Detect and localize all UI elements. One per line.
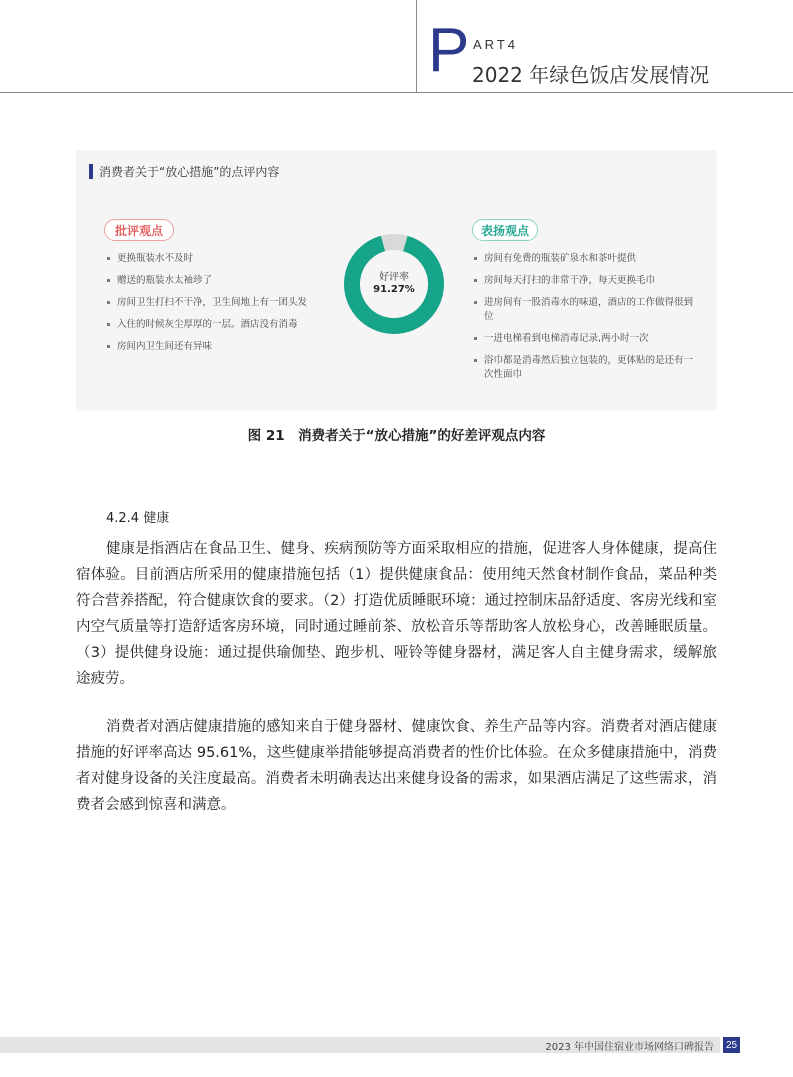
negative-tag: 批评观点 [104, 219, 174, 241]
list-item: 浴巾都是消毒然后独立包装的，更体贴的是还有一次性面巾 [473, 354, 693, 382]
figure-panel [76, 150, 717, 411]
chapter-title: 2022 年绿色饭店发展情况 [472, 63, 710, 87]
body-paragraph: 消费者对酒店健康措施的感知来自于健身器材、健康饮食、养生产品等内容。消费者对酒店健康措施的好评率高达 95.61%，这些健康举措能够提高消费者的性价比体验。在众多健康措施中，消费者对健身设备的关注度最高。消费者未明确表达出来健身设备的需求，如果酒店满足了这些需求，消费者会感到惊喜和满意。 [76, 719, 717, 813]
body-paragraph: 健康是指酒店在食品卫生、健身、疾病预防等方面采取相应的措施，促进客人身体健康，提高住宿体验。目前酒店所采用的健康措施包括（1）提供健康食品：使用纯天然食材制作食品，菜品种类符合营养搭配，符合健康饮食的要求。（2）打造优质睡眠环境：通过控制床品舒适度、客房光线和室内空气质量等打造舒适客房环境，同时通过睡前茶、放松音乐等帮助客人放松身心，改善睡眠质量。（3）提供健身设施：通过提供瑜伽垫、跑步机、哑铃等健身器材，满足客人自主健身需求，缓解旅途疲劳。 [76, 541, 717, 687]
footer-report-title: 2023 年中国住宿业市场网络口碑报告 [545, 1042, 714, 1053]
rating-donut [344, 234, 444, 334]
figure-heading [89, 164, 279, 179]
part-number: ART4 [473, 37, 518, 52]
header-horizontal-divider [0, 92, 793, 93]
negative-list [106, 252, 346, 362]
list-item: 进房间有一股消毒水的味道，酒店的工作做得很到位 [473, 296, 693, 324]
list-item: 赠送的瓶装水太袖珍了 [106, 274, 346, 288]
list-item: 入住的时候灰尘厚厚的一层。酒店没有消毒 [106, 318, 346, 332]
list-item: 更换瓶装水不及时 [106, 252, 346, 266]
positive-tag: 表扬观点 [472, 219, 538, 241]
positive-list [473, 252, 693, 390]
donut-value: 91.27% [373, 284, 415, 295]
list-item: 房间内卫生间还有异味 [106, 340, 346, 354]
heading-accent-bar [89, 164, 93, 179]
part-letter: P [428, 16, 470, 85]
figure-caption: 图 21 消费者关于“放心措施”的好差评观点内容 [247, 428, 546, 444]
list-item: 房间每天打扫的非常干净，每天更换毛巾 [473, 274, 693, 288]
figure-heading-text: 消费者关于“放心措施”的点评内容 [99, 165, 280, 179]
page-number: 25 [723, 1037, 740, 1053]
header-vertical-divider [416, 0, 417, 92]
donut-label: 好评率 [379, 272, 409, 283]
list-item: 房间有免费的瓶装矿泉水和茶叶提供 [473, 252, 693, 266]
section-title: 4.2.4 健康 [106, 511, 170, 526]
list-item: 房间卫生打扫不干净，卫生间地上有一团头发 [106, 296, 346, 310]
list-item: 一进电梯看到电梯消毒记录,两小时一次 [473, 332, 693, 346]
